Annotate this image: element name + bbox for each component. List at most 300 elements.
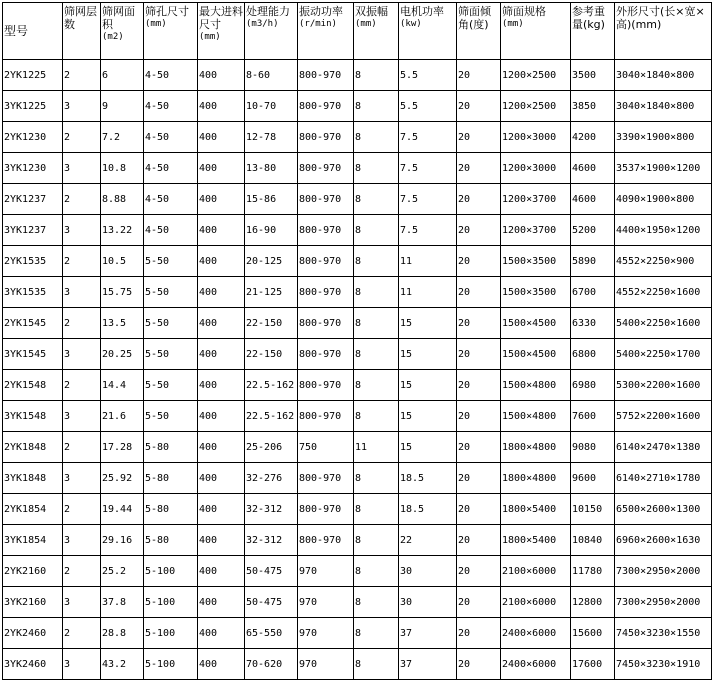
- table-cell: 3: [63, 277, 101, 308]
- header-label: 筛面规格: [502, 5, 546, 18]
- table-cell: 13-80: [245, 153, 298, 184]
- table-cell: 3: [63, 153, 101, 184]
- table-cell: 8: [354, 587, 399, 618]
- table-cell: 29.16: [101, 525, 144, 556]
- table-cell: 970: [298, 587, 354, 618]
- header-unit: (m2): [102, 32, 124, 42]
- table-cell: 37: [399, 649, 457, 680]
- table-cell: 10-70: [245, 91, 298, 122]
- table-cell: 7300×2950×2000: [615, 587, 712, 618]
- table-cell: 8.88: [101, 184, 144, 215]
- table-cell: 7.5: [399, 215, 457, 246]
- table-cell: 2: [63, 246, 101, 277]
- table-cell: 2400×6000: [501, 618, 571, 649]
- table-cell: 8: [354, 370, 399, 401]
- table-cell: 7450×3230×1550: [615, 618, 712, 649]
- table-cell: 2YK1848: [3, 432, 63, 463]
- table-cell: 2YK1225: [3, 60, 63, 91]
- screen-area-header: [101, 3, 144, 60]
- table-cell: 3YK1225: [3, 91, 63, 122]
- table-cell: 22.5-162: [245, 401, 298, 432]
- table-cell: 5-100: [144, 649, 198, 680]
- table-cell: 30: [399, 556, 457, 587]
- table-cell: 3: [63, 339, 101, 370]
- table-cell: 10.8: [101, 153, 144, 184]
- table-cell: 800-970: [298, 60, 354, 91]
- table-cell: 6980: [571, 370, 615, 401]
- table-cell: 5-100: [144, 587, 198, 618]
- table-cell: 400: [198, 432, 245, 463]
- table-cell: 400: [198, 246, 245, 277]
- header-unit: (mm): [145, 19, 167, 29]
- table-cell: 1500×4500: [501, 339, 571, 370]
- table-cell: 2100×6000: [501, 587, 571, 618]
- table-cell: 3: [63, 587, 101, 618]
- table-cell: 6960×2600×1630: [615, 525, 712, 556]
- table-cell: 4600: [571, 184, 615, 215]
- table-cell: 5-100: [144, 618, 198, 649]
- table-cell: 7600: [571, 401, 615, 432]
- deck-size-header: [501, 3, 571, 60]
- table-cell: 15.75: [101, 277, 144, 308]
- table-cell: 5-80: [144, 494, 198, 525]
- table-cell: 4600: [571, 153, 615, 184]
- table-row: [3, 91, 712, 122]
- table-cell: 20: [457, 525, 501, 556]
- table-cell: 1800×4800: [501, 432, 571, 463]
- table-cell: 5-100: [144, 556, 198, 587]
- table-cell: 400: [198, 401, 245, 432]
- table-cell: 2: [63, 60, 101, 91]
- table-cell: 5-80: [144, 463, 198, 494]
- table-cell: 15: [399, 432, 457, 463]
- table-cell: 970: [298, 556, 354, 587]
- table-cell: 28.8: [101, 618, 144, 649]
- table-cell: 8: [354, 153, 399, 184]
- table-cell: 8: [354, 401, 399, 432]
- table-cell: 4-50: [144, 60, 198, 91]
- table-cell: 8: [354, 91, 399, 122]
- table-cell: 15: [399, 370, 457, 401]
- table-cell: 17.28: [101, 432, 144, 463]
- table-cell: 4200: [571, 122, 615, 153]
- table-cell: 400: [198, 91, 245, 122]
- table-cell: 7300×2950×2000: [615, 556, 712, 587]
- table-cell: 8: [354, 122, 399, 153]
- table-cell: 43.2: [101, 649, 144, 680]
- table-row: [3, 649, 712, 680]
- table-cell: 8: [354, 494, 399, 525]
- table-cell: 1500×4800: [501, 401, 571, 432]
- table-cell: 400: [198, 339, 245, 370]
- header-unit: (mm): [355, 19, 377, 29]
- table-cell: 20: [457, 370, 501, 401]
- table-cell: 9080: [571, 432, 615, 463]
- table-cell: 800-970: [298, 370, 354, 401]
- table-cell: 21-125: [245, 277, 298, 308]
- table-cell: 400: [198, 184, 245, 215]
- table-cell: 7450×3230×1910: [615, 649, 712, 680]
- table-cell: 8: [354, 184, 399, 215]
- table-cell: 800-970: [298, 525, 354, 556]
- table-cell: 6700: [571, 277, 615, 308]
- table-cell: 400: [198, 308, 245, 339]
- table-cell: 3YK2460: [3, 649, 63, 680]
- table-cell: 25.2: [101, 556, 144, 587]
- table-cell: 1200×3700: [501, 215, 571, 246]
- table-cell: 800-970: [298, 308, 354, 339]
- table-cell: 20: [457, 432, 501, 463]
- table-cell: 20: [457, 153, 501, 184]
- dimensions-header: [615, 3, 712, 60]
- header-label: 外形尺寸(长×宽×高)(mm): [616, 5, 705, 31]
- table-cell: 3: [63, 401, 101, 432]
- table-cell: 400: [198, 277, 245, 308]
- table-cell: 2YK1535: [3, 246, 63, 277]
- header-label: 处理能力: [246, 5, 290, 18]
- table-cell: 15-86: [245, 184, 298, 215]
- table-cell: 3040×1840×800: [615, 91, 712, 122]
- table-cell: 3390×1900×800: [615, 122, 712, 153]
- table-cell: 4-50: [144, 184, 198, 215]
- table-cell: 8-60: [245, 60, 298, 91]
- table-cell: 37: [399, 618, 457, 649]
- table-cell: 20: [457, 60, 501, 91]
- table-cell: 970: [298, 649, 354, 680]
- capacity-header: [245, 3, 298, 60]
- table-cell: 5400×2250×1700: [615, 339, 712, 370]
- table-row: [3, 401, 712, 432]
- table-cell: 5.5: [399, 60, 457, 91]
- table-cell: 3YK2160: [3, 587, 63, 618]
- table-cell: 12-78: [245, 122, 298, 153]
- table-cell: 5-50: [144, 246, 198, 277]
- table-cell: 50-475: [245, 587, 298, 618]
- table-cell: 1500×4500: [501, 308, 571, 339]
- header-unit: (mm): [199, 32, 221, 42]
- spec-table: [2, 2, 712, 680]
- inclination-header: [457, 3, 501, 60]
- table-cell: 5752×2200×1600: [615, 401, 712, 432]
- header-label: 筛孔尺寸: [145, 5, 189, 18]
- table-row: [3, 525, 712, 556]
- table-cell: 18.5: [399, 463, 457, 494]
- table-cell: 800-970: [298, 91, 354, 122]
- table-cell: 8: [354, 60, 399, 91]
- table-cell: 5-50: [144, 339, 198, 370]
- table-cell: 4-50: [144, 215, 198, 246]
- table-cell: 2YK2160: [3, 556, 63, 587]
- table-cell: 3500: [571, 60, 615, 91]
- table-cell: 400: [198, 215, 245, 246]
- table-cell: 750: [298, 432, 354, 463]
- table-cell: 970: [298, 618, 354, 649]
- table-cell: 20: [457, 308, 501, 339]
- table-cell: 70-620: [245, 649, 298, 680]
- table-cell: 800-970: [298, 215, 354, 246]
- header-label: 筛网层数: [64, 5, 97, 31]
- table-cell: 2: [63, 122, 101, 153]
- table-cell: 25.92: [101, 463, 144, 494]
- table-cell: 32-276: [245, 463, 298, 494]
- table-row: [3, 308, 712, 339]
- table-cell: 4-50: [144, 122, 198, 153]
- table-cell: 3YK1854: [3, 525, 63, 556]
- table-cell: 1800×5400: [501, 494, 571, 525]
- table-cell: 1200×3000: [501, 153, 571, 184]
- table-cell: 400: [198, 649, 245, 680]
- table-cell: 21.6: [101, 401, 144, 432]
- table-row: [3, 432, 712, 463]
- table-cell: 20: [457, 401, 501, 432]
- table-cell: 6140×2710×1780: [615, 463, 712, 494]
- table-cell: 5890: [571, 246, 615, 277]
- table-cell: 3YK1545: [3, 339, 63, 370]
- table-cell: 2YK1545: [3, 308, 63, 339]
- table-cell: 10150: [571, 494, 615, 525]
- table-cell: 1200×3000: [501, 122, 571, 153]
- table-cell: 8: [354, 618, 399, 649]
- table-cell: 10840: [571, 525, 615, 556]
- table-cell: 1200×2500: [501, 60, 571, 91]
- table-cell: 400: [198, 463, 245, 494]
- table-cell: 20: [457, 494, 501, 525]
- table-cell: 1200×2500: [501, 91, 571, 122]
- table-cell: 17600: [571, 649, 615, 680]
- table-cell: 5-80: [144, 525, 198, 556]
- table-cell: 30: [399, 587, 457, 618]
- table-cell: 800-970: [298, 494, 354, 525]
- table-cell: 18.5: [399, 494, 457, 525]
- table-cell: 12800: [571, 587, 615, 618]
- table-row: [3, 370, 712, 401]
- header-unit: (r/min): [299, 19, 337, 29]
- table-cell: 2400×6000: [501, 649, 571, 680]
- table-cell: 800-970: [298, 246, 354, 277]
- header-label: 电机功率: [400, 5, 444, 18]
- table-cell: 32-312: [245, 525, 298, 556]
- header-label: 参考重量(kg): [572, 5, 605, 31]
- table-row: [3, 60, 712, 91]
- table-header-row: [3, 3, 712, 60]
- table-cell: 6: [101, 60, 144, 91]
- table-cell: 3: [63, 215, 101, 246]
- table-cell: 10.5: [101, 246, 144, 277]
- table-cell: 800-970: [298, 463, 354, 494]
- table-cell: 3YK1237: [3, 215, 63, 246]
- table-cell: 400: [198, 618, 245, 649]
- table-cell: 8: [354, 463, 399, 494]
- max-feed-header: [198, 3, 245, 60]
- table-cell: 3YK1230: [3, 153, 63, 184]
- table-cell: 4400×1950×1200: [615, 215, 712, 246]
- table-cell: 4-50: [144, 153, 198, 184]
- table-cell: 2YK1237: [3, 184, 63, 215]
- table-row: [3, 463, 712, 494]
- table-cell: 9600: [571, 463, 615, 494]
- table-cell: 16-90: [245, 215, 298, 246]
- table-cell: 2: [63, 370, 101, 401]
- header-label: 筛网面积: [102, 5, 135, 31]
- table-cell: 11: [354, 432, 399, 463]
- table-cell: 32-312: [245, 494, 298, 525]
- table-cell: 7.5: [399, 184, 457, 215]
- header-unit: (m3/h): [246, 19, 279, 29]
- table-cell: 5.5: [399, 91, 457, 122]
- table-cell: 11: [399, 246, 457, 277]
- table-cell: 6500×2600×1300: [615, 494, 712, 525]
- table-cell: 8: [354, 308, 399, 339]
- table-cell: 400: [198, 122, 245, 153]
- table-cell: 6800: [571, 339, 615, 370]
- table-cell: 400: [198, 556, 245, 587]
- table-cell: 6330: [571, 308, 615, 339]
- table-cell: 15: [399, 308, 457, 339]
- table-cell: 400: [198, 587, 245, 618]
- weight-header: [571, 3, 615, 60]
- table-cell: 20.25: [101, 339, 144, 370]
- table-cell: 2YK1854: [3, 494, 63, 525]
- table-cell: 2YK1548: [3, 370, 63, 401]
- table-cell: 2: [63, 184, 101, 215]
- table-cell: 5-50: [144, 277, 198, 308]
- table-cell: 20: [457, 587, 501, 618]
- table-cell: 13.5: [101, 308, 144, 339]
- table-cell: 400: [198, 494, 245, 525]
- header-label: 振动功率: [299, 5, 343, 18]
- table-cell: 20: [457, 463, 501, 494]
- table-cell: 22.5-162: [245, 370, 298, 401]
- table-cell: 20: [457, 618, 501, 649]
- table-cell: 3850: [571, 91, 615, 122]
- table-cell: 20: [457, 91, 501, 122]
- table-cell: 2YK1230: [3, 122, 63, 153]
- table-cell: 14.4: [101, 370, 144, 401]
- table-cell: 15: [399, 401, 457, 432]
- motor-power-header: [399, 3, 457, 60]
- table-cell: 22-150: [245, 339, 298, 370]
- table-cell: 15: [399, 339, 457, 370]
- table-cell: 3YK1548: [3, 401, 63, 432]
- table-cell: 22: [399, 525, 457, 556]
- table-cell: 800-970: [298, 339, 354, 370]
- table-cell: 3YK1848: [3, 463, 63, 494]
- table-cell: 5-50: [144, 401, 198, 432]
- table-cell: 3YK1535: [3, 277, 63, 308]
- table-cell: 800-970: [298, 277, 354, 308]
- table-cell: 1800×4800: [501, 463, 571, 494]
- table-cell: 20: [457, 215, 501, 246]
- table-cell: 20: [457, 556, 501, 587]
- table-row: [3, 277, 712, 308]
- table-cell: 5-50: [144, 370, 198, 401]
- header-label: 型号: [4, 23, 29, 38]
- table-cell: 20: [457, 649, 501, 680]
- table-cell: 2: [63, 432, 101, 463]
- table-cell: 6140×2470×1380: [615, 432, 712, 463]
- table-cell: 2YK2460: [3, 618, 63, 649]
- table-cell: 5-80: [144, 432, 198, 463]
- table-cell: 1500×3500: [501, 277, 571, 308]
- table-row: [3, 153, 712, 184]
- table-cell: 22-150: [245, 308, 298, 339]
- table-cell: 1500×4800: [501, 370, 571, 401]
- table-cell: 65-550: [245, 618, 298, 649]
- table-cell: 5-50: [144, 308, 198, 339]
- table-cell: 7.5: [399, 153, 457, 184]
- table-cell: 8: [354, 556, 399, 587]
- table-row: [3, 494, 712, 525]
- table-cell: 5400×2250×1600: [615, 308, 712, 339]
- table-cell: 8: [354, 525, 399, 556]
- table-row: [3, 215, 712, 246]
- table-cell: 25-206: [245, 432, 298, 463]
- table-cell: 2: [63, 494, 101, 525]
- table-cell: 400: [198, 525, 245, 556]
- table-cell: 20: [457, 184, 501, 215]
- table-cell: 9: [101, 91, 144, 122]
- table-cell: 20: [457, 277, 501, 308]
- table-cell: 13.22: [101, 215, 144, 246]
- table-row: [3, 122, 712, 153]
- table-row: [3, 556, 712, 587]
- table-cell: 11: [399, 277, 457, 308]
- header-label: 最大进料尺寸: [199, 5, 243, 31]
- table-cell: 2100×6000: [501, 556, 571, 587]
- table-cell: 400: [198, 153, 245, 184]
- table-cell: 20: [457, 339, 501, 370]
- table-cell: 5300×2200×1600: [615, 370, 712, 401]
- table-cell: 20: [457, 246, 501, 277]
- table-cell: 50-475: [245, 556, 298, 587]
- table-cell: 7.5: [399, 122, 457, 153]
- table-cell: 3040×1840×800: [615, 60, 712, 91]
- table-cell: 800-970: [298, 122, 354, 153]
- table-cell: 20-125: [245, 246, 298, 277]
- table-cell: 7.2: [101, 122, 144, 153]
- vibration-header: [298, 3, 354, 60]
- table-cell: 20: [457, 122, 501, 153]
- table-cell: 3: [63, 525, 101, 556]
- table-cell: 400: [198, 370, 245, 401]
- table-row: [3, 184, 712, 215]
- header-unit: (mm): [502, 19, 524, 29]
- table-cell: 400: [198, 60, 245, 91]
- table-cell: 8: [354, 649, 399, 680]
- table-cell: 2: [63, 308, 101, 339]
- table-cell: 15600: [571, 618, 615, 649]
- table-cell: 2: [63, 556, 101, 587]
- amplitude-header: [354, 3, 399, 60]
- table-cell: 1200×3700: [501, 184, 571, 215]
- model-header: [3, 3, 63, 60]
- table-cell: 3: [63, 649, 101, 680]
- table-row: [3, 587, 712, 618]
- table-row: [3, 618, 712, 649]
- header-label: 筛面倾角(度): [458, 5, 491, 31]
- table-cell: 3: [63, 91, 101, 122]
- table-cell: 8: [354, 339, 399, 370]
- table-cell: 3: [63, 463, 101, 494]
- table-cell: 8: [354, 277, 399, 308]
- table-cell: 800-970: [298, 401, 354, 432]
- table-row: [3, 339, 712, 370]
- layers-header: [63, 3, 101, 60]
- table-cell: 4-50: [144, 91, 198, 122]
- table-cell: 19.44: [101, 494, 144, 525]
- aperture-header: [144, 3, 198, 60]
- table-cell: 800-970: [298, 153, 354, 184]
